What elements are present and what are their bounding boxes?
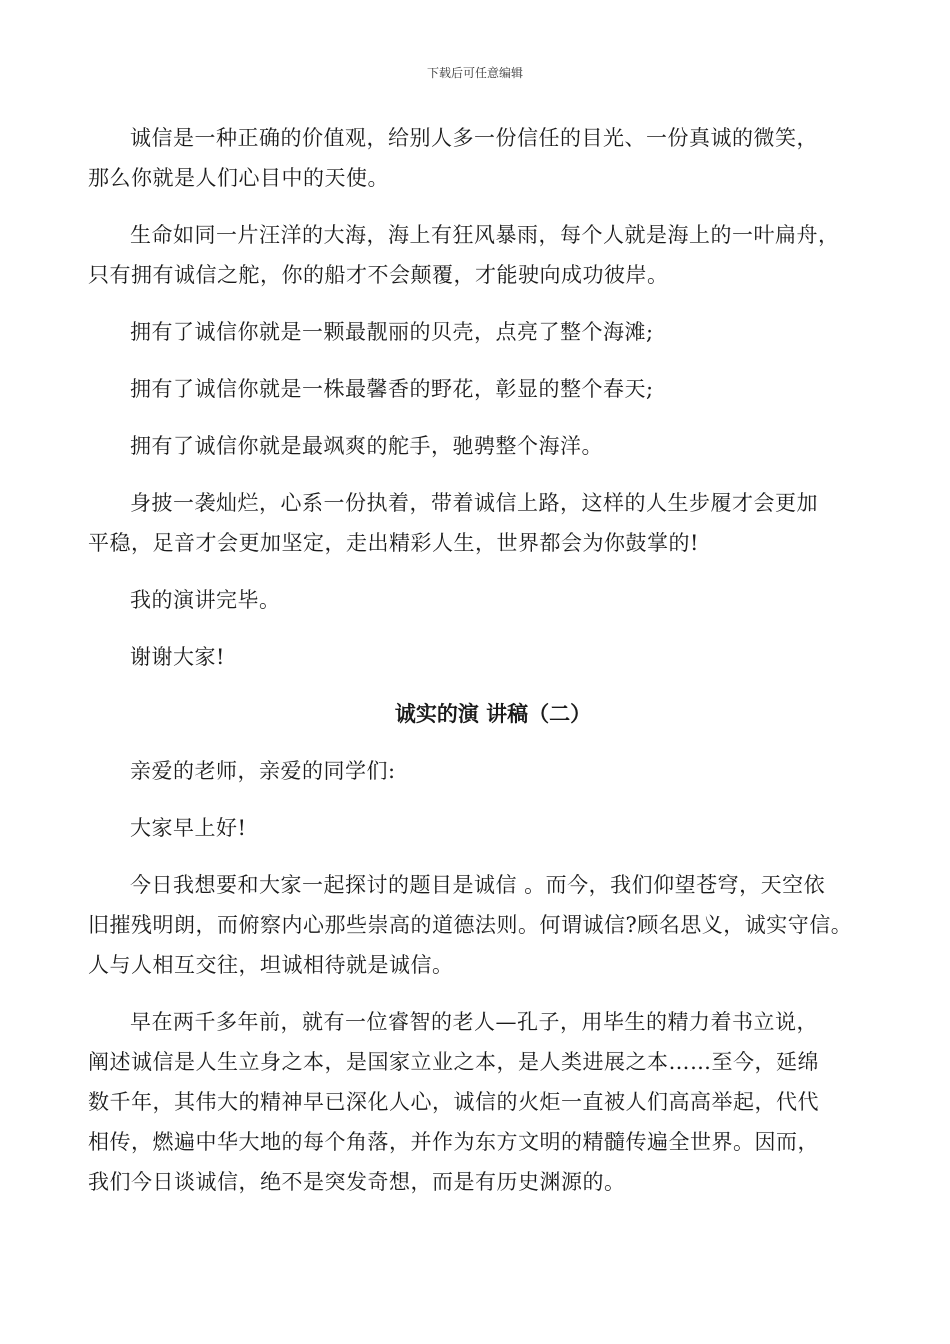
paragraph-line: 拥有了诚信你就是一颗最靓丽的贝壳，点亮了整个海滩; xyxy=(130,320,654,344)
paragraph xyxy=(88,369,878,409)
paragraph xyxy=(88,312,878,352)
paragraph-line: 拥有了诚信你就是最飒爽的舵手，驰骋整个海洋。 xyxy=(130,434,603,458)
paragraph-line: 大家早上好! xyxy=(130,816,247,840)
paragraph-line: 我的演讲完毕。 xyxy=(130,588,281,612)
paragraph xyxy=(88,865,878,985)
paragraph-line: 今日我想要和大家一起探讨的题目是诚信 。而今，我们仰望苍穹，天空依 xyxy=(130,873,826,897)
top-paragraphs xyxy=(88,118,878,677)
bottom-paragraphs xyxy=(88,751,878,1202)
paragraph-line: 身披一袭灿烂，心系一份执着，带着诚信上路，这样的人生步履才会更加 xyxy=(130,491,818,515)
paragraph-line: 谢谢大家! xyxy=(130,645,225,669)
paragraph xyxy=(88,118,878,198)
section-title: 诚实的演 讲稿（二） xyxy=(394,701,592,726)
page-header: 下载后可任意编辑 xyxy=(426,66,523,80)
paragraph-line: 我们今日谈诚信，绝不是突发奇想，而是有历史渊源的。 xyxy=(88,1170,626,1194)
document-body xyxy=(88,118,878,1219)
paragraph xyxy=(88,637,878,677)
paragraph-line: 生命如同一片汪洋的大海，海上有狂风暴雨，每个人就是海上的一叶扁舟， xyxy=(130,223,840,247)
paragraph-line: 亲爱的老师，亲爱的同学们: xyxy=(130,759,396,783)
paragraph-line: 诚信是一种正确的价值观，给别人多一份信任的目光、一份真诚的微笑， xyxy=(130,126,818,150)
paragraph-line: 旧摧残明朗，而俯察内心那些崇高的道德法则。何谓诚信?顾名思义，诚实守信。 xyxy=(88,913,853,937)
paragraph-line: 早在两千多年前，就有一位睿智的老人—孔子，用毕生的精力着书立说， xyxy=(130,1010,818,1034)
paragraph-line: 只有拥有诚信之舵，你的船才不会颠覆，才能驶向成功彼岸。 xyxy=(88,263,669,287)
paragraph-line: 阐述诚信是人生立身之本，是国家立业之本，是人类进展之本……至今，延绵 xyxy=(88,1050,819,1074)
paragraph-line: 相传，燃遍中华大地的每个角落，并作为东方文明的精髓传遍全世界。因而， xyxy=(88,1130,819,1154)
paragraph xyxy=(88,751,878,791)
paragraph xyxy=(88,580,878,620)
paragraph-line: 平稳，足音才会更加坚定，走出精彩人生，世界都会为你鼓掌的! xyxy=(88,531,699,555)
paragraph xyxy=(88,808,878,848)
paragraph-line: 人与人相互交往，坦诚相待就是诚信。 xyxy=(88,953,454,977)
paragraph xyxy=(88,215,878,295)
paragraph xyxy=(88,426,878,466)
paragraph-line: 那么你就是人们心目中的天使。 xyxy=(88,166,389,190)
paragraph xyxy=(88,1002,878,1202)
paragraph xyxy=(88,483,878,563)
paragraph-line: 数千年，其伟大的精神早已深化人心，诚信的火炬一直被人们高高举起，代代 xyxy=(88,1090,819,1114)
paragraph-line: 拥有了诚信你就是一株最馨香的野花，彰显的整个春天; xyxy=(130,377,654,401)
